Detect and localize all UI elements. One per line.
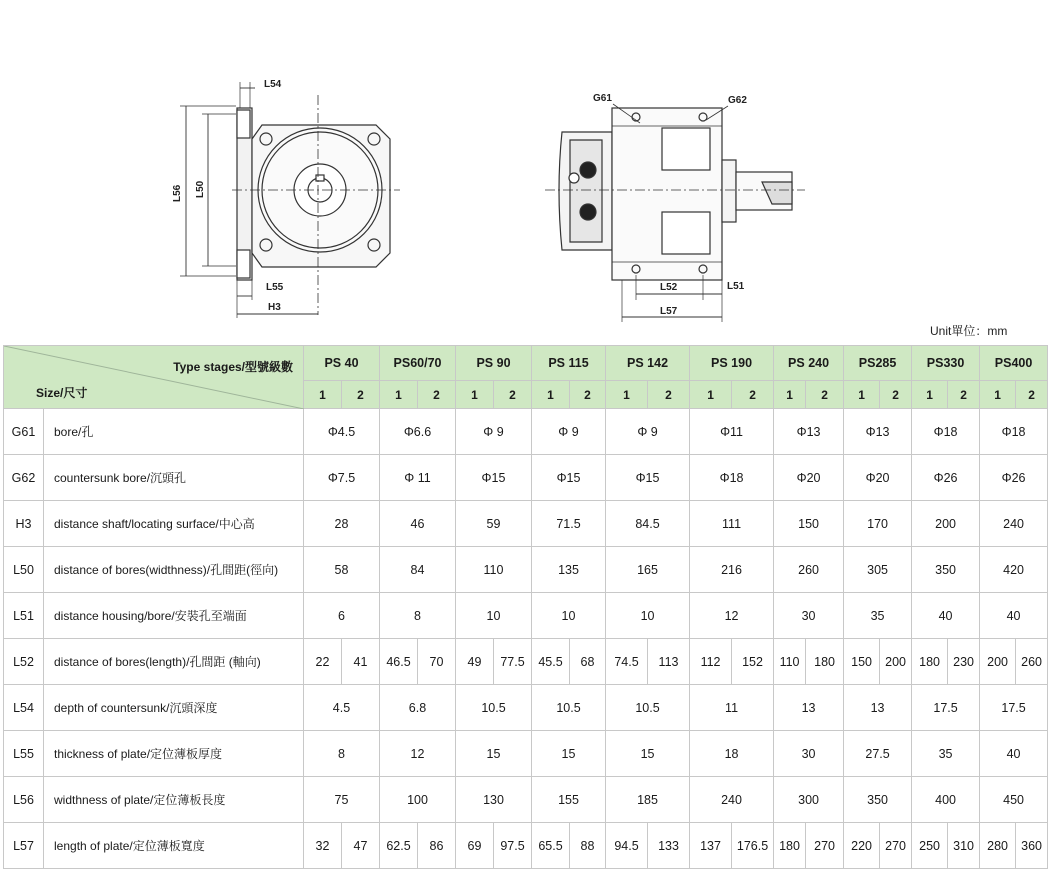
value-cell: 280 xyxy=(980,823,1016,869)
model-header: PS 90 xyxy=(456,346,532,381)
value-cell: 47 xyxy=(342,823,380,869)
value-cell: 200 xyxy=(912,501,980,547)
value-cell: Φ13 xyxy=(774,409,844,455)
label-l55: L55 xyxy=(266,282,284,293)
value-cell: 137 xyxy=(690,823,732,869)
table-row xyxy=(4,409,1048,455)
value-cell: 350 xyxy=(844,777,912,823)
stage-label: 1 xyxy=(912,381,948,409)
value-cell: 49 xyxy=(456,639,494,685)
value-cell: 59 xyxy=(456,501,532,547)
stage-label: 2 xyxy=(570,381,606,409)
value-cell: 180 xyxy=(774,823,806,869)
stage-label: 1 xyxy=(606,381,648,409)
row-code: G62 xyxy=(4,455,44,501)
value-cell: 200 xyxy=(980,639,1016,685)
value-cell: 10.5 xyxy=(532,685,606,731)
value-cell: 17.5 xyxy=(912,685,980,731)
label-l54: L54 xyxy=(264,79,282,90)
value-cell: 360 xyxy=(1016,823,1048,869)
row-description: bore/孔 xyxy=(44,409,304,455)
value-cell: 450 xyxy=(980,777,1048,823)
value-cell: Φ6.6 xyxy=(380,409,456,455)
stage-label: 1 xyxy=(380,381,418,409)
spec-table xyxy=(3,345,1048,869)
value-cell: 300 xyxy=(774,777,844,823)
table-row xyxy=(4,639,1048,685)
stage-label: 2 xyxy=(1016,381,1048,409)
stage-label: 2 xyxy=(418,381,456,409)
value-cell: 46.5 xyxy=(380,639,418,685)
stage-label: 2 xyxy=(648,381,690,409)
value-cell: 350 xyxy=(912,547,980,593)
value-cell: 4.5 xyxy=(304,685,380,731)
table-row xyxy=(4,731,1048,777)
value-cell: 12 xyxy=(380,731,456,777)
value-cell: Φ15 xyxy=(532,455,606,501)
value-cell: Φ4.5 xyxy=(304,409,380,455)
value-cell: 10 xyxy=(456,593,532,639)
stage-label: 1 xyxy=(532,381,570,409)
table-row xyxy=(4,455,1048,501)
value-cell: 65.5 xyxy=(532,823,570,869)
value-cell: 15 xyxy=(456,731,532,777)
value-cell: 77.5 xyxy=(494,639,532,685)
row-description: thickness of plate/定位薄板厚度 xyxy=(44,731,304,777)
technical-drawings xyxy=(0,0,1051,330)
stage-label: 2 xyxy=(880,381,912,409)
value-cell: 152 xyxy=(732,639,774,685)
value-cell: 12 xyxy=(690,593,774,639)
type-stages-label: Type stages/型號級數 xyxy=(173,360,293,374)
value-cell: 84.5 xyxy=(606,501,690,547)
value-cell: 40 xyxy=(980,593,1048,639)
row-code: L52 xyxy=(4,639,44,685)
stage-label: 2 xyxy=(342,381,380,409)
row-description: depth of countersunk/沉頭深度 xyxy=(44,685,304,731)
table-row xyxy=(4,777,1048,823)
value-cell: 260 xyxy=(774,547,844,593)
value-cell: 35 xyxy=(844,593,912,639)
value-cell: 270 xyxy=(806,823,844,869)
value-cell: 150 xyxy=(774,501,844,547)
table-row xyxy=(4,547,1048,593)
value-cell: 10.5 xyxy=(606,685,690,731)
value-cell: 84 xyxy=(380,547,456,593)
model-header: PS 142 xyxy=(606,346,690,381)
value-cell: 420 xyxy=(980,547,1048,593)
row-description: countersunk bore/沉頭孔 xyxy=(44,455,304,501)
table-row xyxy=(4,823,1048,869)
value-cell: Φ15 xyxy=(456,455,532,501)
row-description: widthness of plate/定位薄板長度 xyxy=(44,777,304,823)
row-description: distance of bores(widthness)/孔間距(徑向) xyxy=(44,547,304,593)
value-cell: 260 xyxy=(1016,639,1048,685)
value-cell: 165 xyxy=(606,547,690,593)
value-cell: 11 xyxy=(690,685,774,731)
row-description: length of plate/定位薄板寬度 xyxy=(44,823,304,869)
value-cell: 250 xyxy=(912,823,948,869)
label-l57: L57 xyxy=(660,306,678,317)
label-g62: G62 xyxy=(728,95,747,106)
value-cell: 220 xyxy=(844,823,880,869)
value-cell: Φ26 xyxy=(912,455,980,501)
label-h3: H3 xyxy=(268,302,281,313)
value-cell: 185 xyxy=(606,777,690,823)
stage-label: 2 xyxy=(948,381,980,409)
value-cell: 100 xyxy=(380,777,456,823)
row-code: L57 xyxy=(4,823,44,869)
value-cell: Φ15 xyxy=(606,455,690,501)
value-cell: 170 xyxy=(844,501,912,547)
model-header: PS285 xyxy=(844,346,912,381)
value-cell: 110 xyxy=(774,639,806,685)
value-cell: 41 xyxy=(342,639,380,685)
row-description: distance shaft/locating surface/中心高 xyxy=(44,501,304,547)
value-cell: 13 xyxy=(774,685,844,731)
value-cell: 270 xyxy=(880,823,912,869)
stage-label: 1 xyxy=(980,381,1016,409)
value-cell: 35 xyxy=(912,731,980,777)
model-header: PS 190 xyxy=(690,346,774,381)
value-cell: 15 xyxy=(532,731,606,777)
row-code: L56 xyxy=(4,777,44,823)
stage-label: 2 xyxy=(732,381,774,409)
value-cell: Φ18 xyxy=(690,455,774,501)
value-cell: 45.5 xyxy=(532,639,570,685)
value-cell: 62.5 xyxy=(380,823,418,869)
value-cell: 180 xyxy=(806,639,844,685)
value-cell: 97.5 xyxy=(494,823,532,869)
value-cell: 133 xyxy=(648,823,690,869)
stage-label: 2 xyxy=(806,381,844,409)
value-cell: Φ 9 xyxy=(456,409,532,455)
label-l52: L52 xyxy=(660,282,678,293)
stage-label: 1 xyxy=(304,381,342,409)
value-cell: Φ18 xyxy=(912,409,980,455)
value-cell: 46 xyxy=(380,501,456,547)
value-cell: 88 xyxy=(570,823,606,869)
row-code: H3 xyxy=(4,501,44,547)
unit-note: Unit單位：mm xyxy=(930,324,1008,338)
value-cell: 130 xyxy=(456,777,532,823)
stage-label: 1 xyxy=(690,381,732,409)
value-cell: 10 xyxy=(606,593,690,639)
row-code: L50 xyxy=(4,547,44,593)
value-cell: 216 xyxy=(690,547,774,593)
value-cell: 15 xyxy=(606,731,690,777)
value-cell: Φ18 xyxy=(980,409,1048,455)
value-cell: 68 xyxy=(570,639,606,685)
model-header: PS 40 xyxy=(304,346,380,381)
table-row xyxy=(4,685,1048,731)
value-cell: 200 xyxy=(880,639,912,685)
value-cell: 110 xyxy=(456,547,532,593)
value-cell: 113 xyxy=(648,639,690,685)
value-cell: 17.5 xyxy=(980,685,1048,731)
value-cell: 240 xyxy=(980,501,1048,547)
size-label: Size/尺寸 xyxy=(36,386,88,400)
value-cell: 58 xyxy=(304,547,380,593)
header-corner xyxy=(4,346,304,409)
value-cell: 40 xyxy=(980,731,1048,777)
table-row xyxy=(4,593,1048,639)
label-l56: L56 xyxy=(172,184,183,202)
value-cell: 400 xyxy=(912,777,980,823)
value-cell: Φ13 xyxy=(844,409,912,455)
value-cell: 75 xyxy=(304,777,380,823)
model-header: PS330 xyxy=(912,346,980,381)
value-cell: 86 xyxy=(418,823,456,869)
value-cell: 32 xyxy=(304,823,342,869)
value-cell: 30 xyxy=(774,593,844,639)
model-header: PS60/70 xyxy=(380,346,456,381)
value-cell: Φ26 xyxy=(980,455,1048,501)
value-cell: 176.5 xyxy=(732,823,774,869)
row-code: G61 xyxy=(4,409,44,455)
value-cell: Φ 11 xyxy=(380,455,456,501)
value-cell: 94.5 xyxy=(606,823,648,869)
model-header: PS400 xyxy=(980,346,1048,381)
stage-label: 1 xyxy=(774,381,806,409)
row-description: distance of bores(length)/孔間距 (軸向) xyxy=(44,639,304,685)
row-code: L55 xyxy=(4,731,44,777)
value-cell: 310 xyxy=(948,823,980,869)
value-cell: 71.5 xyxy=(532,501,606,547)
value-cell: Φ20 xyxy=(774,455,844,501)
stage-label: 2 xyxy=(494,381,532,409)
value-cell: Φ 9 xyxy=(606,409,690,455)
value-cell: 13 xyxy=(844,685,912,731)
value-cell: 150 xyxy=(844,639,880,685)
model-header: PS 115 xyxy=(532,346,606,381)
value-cell: 6.8 xyxy=(380,685,456,731)
value-cell: 40 xyxy=(912,593,980,639)
value-cell: Φ11 xyxy=(690,409,774,455)
value-cell: 6 xyxy=(304,593,380,639)
value-cell: 8 xyxy=(304,731,380,777)
value-cell: 10 xyxy=(532,593,606,639)
stage-label: 1 xyxy=(844,381,880,409)
value-cell: 155 xyxy=(532,777,606,823)
label-l51: L51 xyxy=(727,281,745,292)
value-cell: 28 xyxy=(304,501,380,547)
value-cell: 180 xyxy=(912,639,948,685)
value-cell: 69 xyxy=(456,823,494,869)
value-cell: 112 xyxy=(690,639,732,685)
value-cell: Φ 9 xyxy=(532,409,606,455)
label-l50: L50 xyxy=(195,180,206,198)
value-cell: 111 xyxy=(690,501,774,547)
value-cell: Φ7.5 xyxy=(304,455,380,501)
value-cell: 74.5 xyxy=(606,639,648,685)
row-code: L54 xyxy=(4,685,44,731)
table-row xyxy=(4,501,1048,547)
value-cell: 135 xyxy=(532,547,606,593)
value-cell: 30 xyxy=(774,731,844,777)
value-cell: 22 xyxy=(304,639,342,685)
front-view-drawing xyxy=(180,82,400,318)
value-cell: 240 xyxy=(690,777,774,823)
value-cell: 305 xyxy=(844,547,912,593)
value-cell: Φ20 xyxy=(844,455,912,501)
label-g61: G61 xyxy=(593,93,612,104)
value-cell: 10.5 xyxy=(456,685,532,731)
value-cell: 70 xyxy=(418,639,456,685)
row-description: distance housing/bore/安裝孔至端面 xyxy=(44,593,304,639)
value-cell: 8 xyxy=(380,593,456,639)
row-code: L51 xyxy=(4,593,44,639)
value-cell: 230 xyxy=(948,639,980,685)
model-header: PS 240 xyxy=(774,346,844,381)
value-cell: 18 xyxy=(690,731,774,777)
stage-label: 1 xyxy=(456,381,494,409)
value-cell: 27.5 xyxy=(844,731,912,777)
